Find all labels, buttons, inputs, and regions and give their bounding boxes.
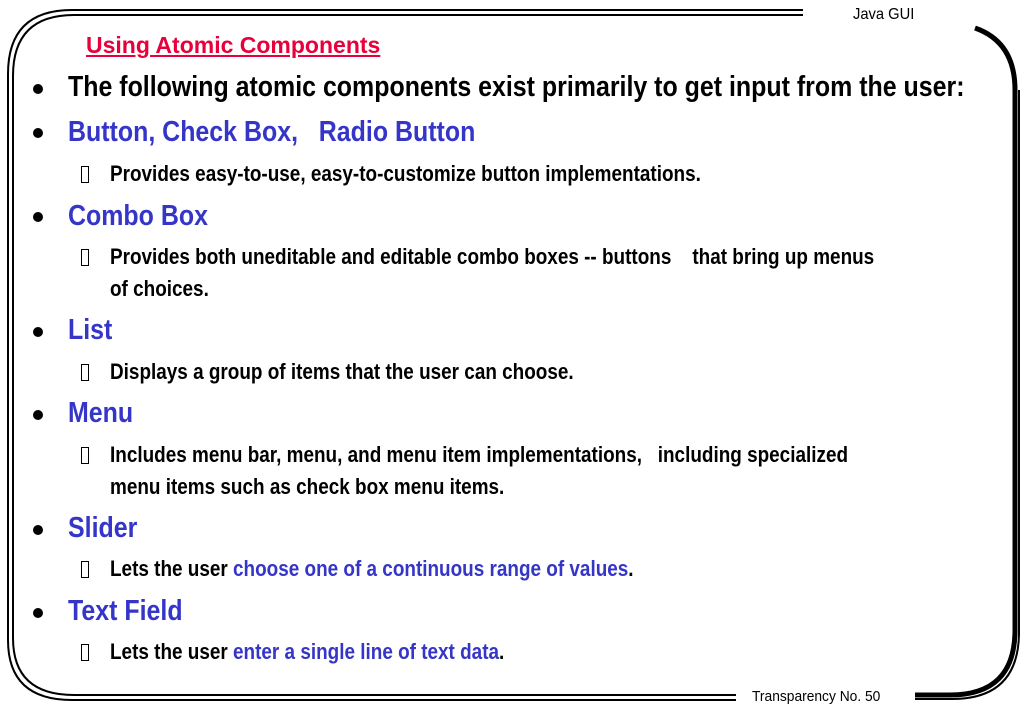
section-heading-menu: Menu	[68, 397, 134, 429]
section-text-combo-box-line-2: of choices.	[110, 276, 209, 301]
sub-bullet-icon	[81, 561, 89, 578]
section-heading-combo-box: Combo Box	[68, 200, 208, 232]
bullet-icon	[33, 128, 43, 138]
slider-text-suffix: .	[628, 556, 634, 581]
section-text-slider	[110, 556, 634, 582]
section-text-combo-box-line-1: Provides both uneditable and editable combo boxes -- buttons that bring up menus	[110, 244, 875, 269]
bullet-icon	[33, 212, 43, 222]
slider-text-highlight: choose one of a continuous range of values	[233, 556, 629, 581]
section-heading-list: List	[68, 314, 113, 346]
header-title: Java GUI	[853, 6, 915, 23]
slide-title: Using Atomic Components	[86, 32, 381, 58]
bullet-icon	[33, 84, 43, 94]
footer-transparency-number: Transparency No. 50	[752, 688, 881, 705]
intro-text: The following atomic components exist primarily to get input from the user:	[68, 71, 965, 103]
bullet-icon	[33, 327, 43, 337]
bullet-icon	[33, 525, 43, 535]
sub-bullet-icon	[81, 166, 89, 183]
sub-bullet-icon	[81, 249, 89, 266]
bullet-icon	[33, 410, 43, 420]
section-text-text-field	[110, 639, 504, 665]
text-field-text-suffix: .	[499, 639, 505, 664]
section-text-menu-line-2: menu items such as check box menu items.	[110, 474, 505, 499]
section-text-list: Displays a group of items that the user can choose.	[110, 359, 574, 384]
bullet-icon	[33, 608, 43, 618]
sub-bullet-icon	[81, 364, 89, 381]
text-field-text-prefix: Lets the user	[110, 639, 234, 664]
section-text-menu-line-1: Includes menu bar, menu, and menu item implementations, including specialized	[110, 442, 849, 467]
text-field-text-highlight: enter a single line of text data	[233, 639, 500, 664]
section-text-buttons: Provides easy-to-use, easy-to-customize button implementations.	[110, 161, 701, 186]
section-heading-buttons: Button, Check Box, Radio Button	[68, 116, 476, 148]
section-heading-text-field: Text Field	[68, 595, 183, 627]
slider-text-prefix: Lets the user	[110, 556, 234, 581]
section-heading-slider: Slider	[68, 512, 138, 544]
sub-bullet-icon	[81, 447, 89, 464]
sub-bullet-icon	[81, 644, 89, 661]
